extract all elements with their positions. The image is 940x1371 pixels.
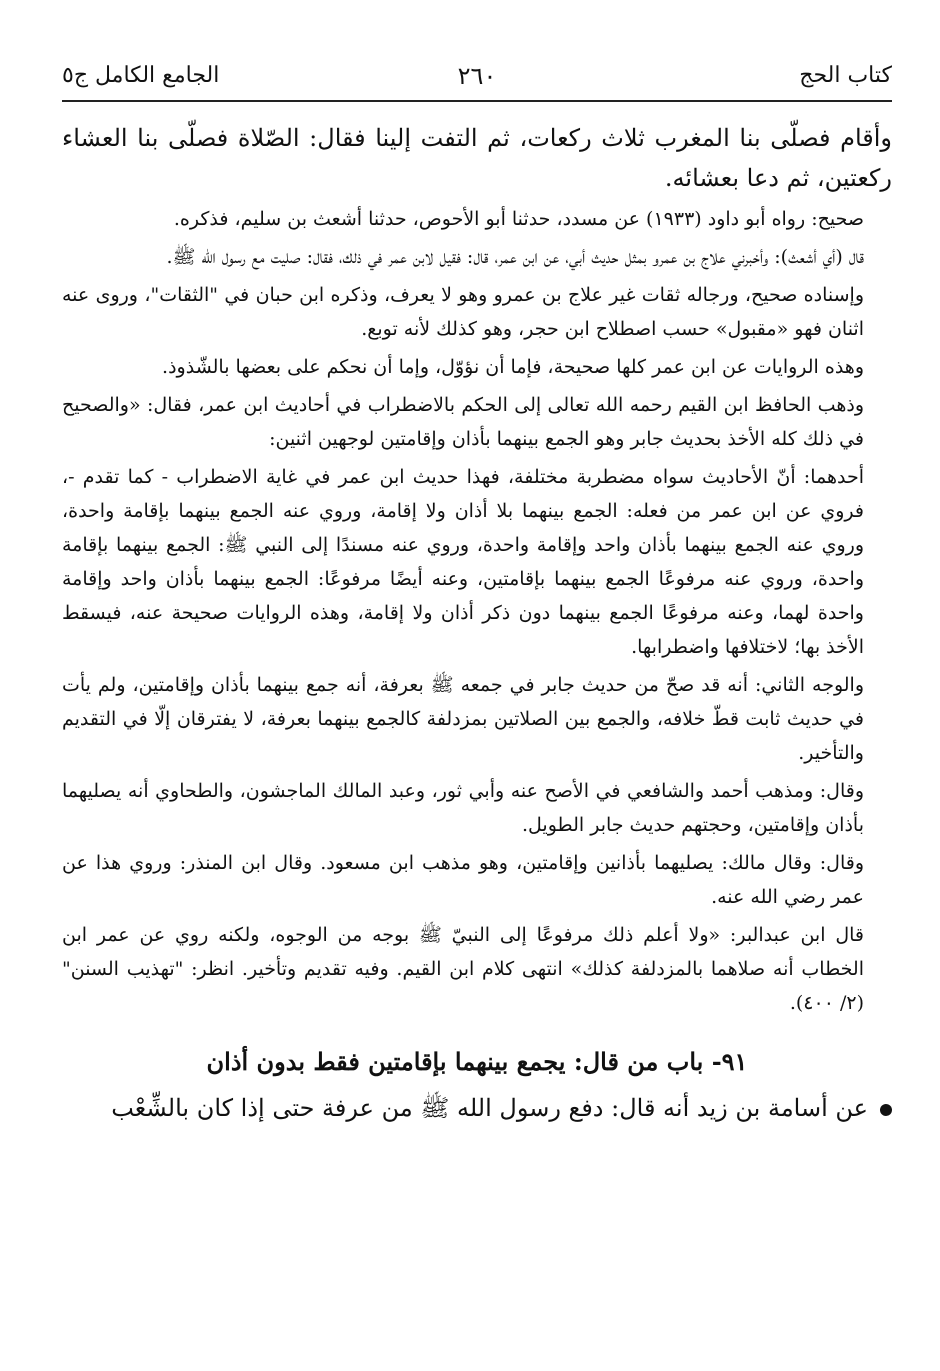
commentary-paragraph: قال ابن عبدالبر: «ولا أعلم ذلك مرفوعًا إلى النبيّ ﷺ بوجه من الوجوه، ولكنه روي عن عمر ابن الخطاب أنه صلاهما بالمزدلفة كذلك» انتهى كلام ابن القيم. وفيه تقديم وتأخير. انظر: "تهذيب السنن" (٢/ ٤٠٠). [62, 924, 864, 1014]
commentary-paragraph: وهذه الروايات عن ابن عمر كلها صحيحة، فإما أن نؤوّل، وإما أن نحكم على بعضها بالشّذوذ. [162, 356, 864, 378]
commentary-paragraph: وذهب الحافظ ابن القيم رحمه الله تعالى إلى الحكم بالاضطراب في أحاديث ابن عمر، فقال: «والصحيح في ذلك كله الأخذ بحديث جابر وهو الجمع بينهما بأذان وإقامتين لوجهين اثنين: [62, 394, 864, 450]
commentary-paragraph: والوجه الثاني: أنه قد صحّ من حديث جابر في جمعه ﷺ بعرفة، أنه جمع بينهما بأذان وإقامتين، ولم يأت في حديث ثابت قطّ خلافه، والجمع بين الصلاتين بمزدلفة كالجمع بينهما بعرفة، لا يفترقان إلّا في التقديم والتأخير. [62, 674, 864, 764]
hadith-text: وأقام فصلّى بنا المغرب ثلاث ركعات، ثم التفت إلينا فقال: الصّلاة فصلّى بنا العشاء ركعتين، ثم دعا بعشائه. [62, 124, 893, 192]
hadith-start-line [62, 1088, 892, 1128]
page-body [62, 118, 892, 1128]
header-volume-title: الجامع الكامل ج٥ [62, 63, 220, 88]
commentary-paragraph: وقال: ومذهب أحمد والشافعي في الأصح عنه وأبي ثور، وعبد المالك الماجشون، والطحاوي أنه يصليهما بأذان وإقامتين، وحجتهم حديث جابر الطويل. [62, 780, 864, 836]
commentary-paragraph: وإسناده صحيح، ورجاله ثقات غير علاج بن عمرو وهو لا يعرف، وذكره ابن حبان في "الثقات"، وروى عنه اثنان فهو «مقبول» حسب اصطلاح ابن حجر، وهو كذلك لأنه توبع. [62, 284, 864, 340]
commentary-paragraph: وقال: وقال مالك: يصليهما بأذانين وإقامتين، وهو مذهب ابن مسعود. وقال ابن المنذر: وروي هذا عن عمر رضي الله عنه. [62, 852, 864, 908]
commentary-paragraph: أحدهما: أنّ الأحاديث سواه مضطربة مختلفة، فهذا حديث ابن عمر في غاية الاضطراب - كما تقدم -، فروي عن ابن عمر من فعله: الجمع بينهما بلا أذان ولا إقامة، وروي عنه الجمع بينهما بإقامة واحدة، وروي عنه الجمع بينهما بأذان واحد وإقامة واحدة، وروي عنه مسندًا إلى النبي ﷺ: الجمع بينهما بإقامة واحدة، وروي عنه مرفوعًا الجمع بينهما بإقامتين، وعنه أيضًا مرفوعًا: الجمع بينهما بأذان واحد وإقامة واحدة لهما، وعنه مرفوعًا الجمع بينهما دون ذكر أذان ولا إقامة، وهذه الروايات صحيحة عنه، فيسقط الأخذ بها؛ لاختلافها واضطرابها. [62, 466, 864, 658]
page-number: ٢٦٠ [457, 62, 497, 90]
running-header [62, 56, 892, 96]
header-book-title: كتاب الحج [799, 63, 892, 88]
chapter-heading: ٩١- باب من قال: يجمع بينهما بإقامتين فقط بدون أذان [206, 1047, 748, 1076]
commentary-paragraph: قال (أي أشعث): وأخبرني علاج بن عمرو بمثل حديث أبي، عن ابن عمر، قال: فقيل لابن عمر في ذلك، فقال: صليت مع رسول الله ﷺ. [166, 246, 864, 268]
header-divider [62, 100, 892, 102]
bullet-icon [880, 1104, 892, 1116]
commentary-paragraph: صحيح: رواه أبو داود (١٩٣٣) عن مسدد، حدثنا أبو الأحوص، حدثنا أشعث بن سليم، فذكره. [173, 208, 864, 230]
book-page [62, 0, 892, 1371]
hadith-start-text: عن أسامة بن زيد أنه قال: دفع رسول الله ﷺ من عرفة حتى إذا كان بالشِّعْب [111, 1094, 868, 1122]
